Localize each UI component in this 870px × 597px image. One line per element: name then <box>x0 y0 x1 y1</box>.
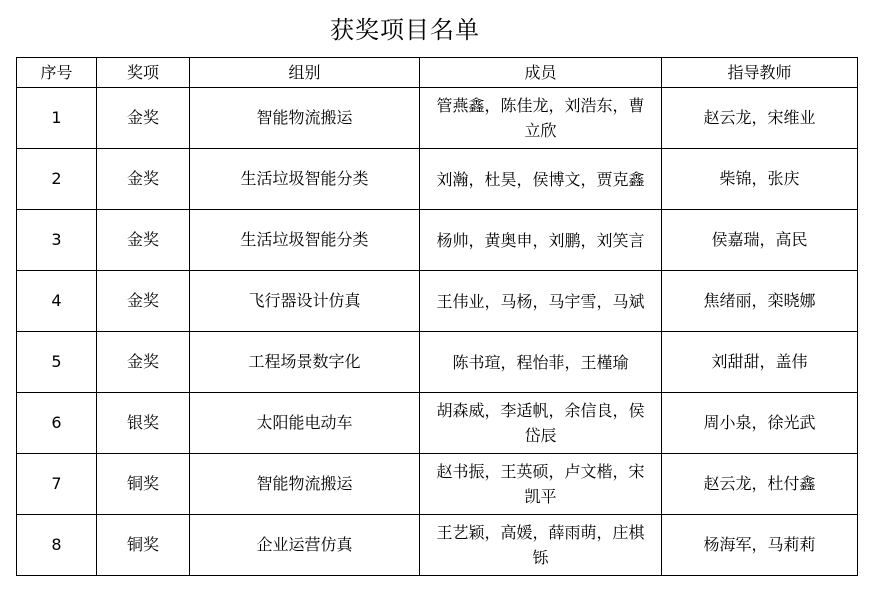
cell-advisors: 赵云龙，宋维业 <box>662 88 858 149</box>
cell-index: 2 <box>17 149 97 210</box>
cell-award: 铜奖 <box>97 454 190 515</box>
cell-advisors: 焦绪丽，栾晓娜 <box>662 271 858 332</box>
table-row <box>17 271 858 332</box>
cell-group: 智能物流搬运 <box>190 88 420 149</box>
cell-index: 4 <box>17 271 97 332</box>
cell-members: 王伟业，马杨，马宇雪，马斌 <box>420 271 662 332</box>
cell-award: 金奖 <box>97 88 190 149</box>
header-group: 组别 <box>190 58 420 88</box>
cell-index: 8 <box>17 515 97 576</box>
cell-index: 3 <box>17 210 97 271</box>
cell-members: 王艺颖，高媛，薛雨萌，庄棋铄 <box>420 515 662 576</box>
header-award: 奖项 <box>97 58 190 88</box>
cell-award: 金奖 <box>97 332 190 393</box>
cell-group: 生活垃圾智能分类 <box>190 210 420 271</box>
cell-index: 5 <box>17 332 97 393</box>
cell-group: 企业运营仿真 <box>190 515 420 576</box>
cell-advisors: 刘甜甜，盖伟 <box>662 332 858 393</box>
cell-members: 赵书振，王英硕，卢文楷，宋凯平 <box>420 454 662 515</box>
cell-award: 金奖 <box>97 210 190 271</box>
cell-group: 太阳能电动车 <box>190 393 420 454</box>
cell-members: 管燕鑫，陈佳龙，刘浩东，曹立欣 <box>420 88 662 149</box>
table-row <box>17 88 858 149</box>
cell-group: 飞行器设计仿真 <box>190 271 420 332</box>
cell-award: 金奖 <box>97 149 190 210</box>
header-advisors: 指导教师 <box>662 58 858 88</box>
cell-group: 智能物流搬运 <box>190 454 420 515</box>
cell-index: 1 <box>17 88 97 149</box>
table-row <box>17 210 858 271</box>
cell-award: 金奖 <box>97 271 190 332</box>
table-row <box>17 332 858 393</box>
cell-members: 杨帅，黄奥申，刘鹏，刘笑言 <box>420 210 662 271</box>
cell-index: 7 <box>17 454 97 515</box>
cell-members: 刘瀚，杜昊，侯博文，贾克鑫 <box>420 149 662 210</box>
cell-advisors: 杨海军，马莉莉 <box>662 515 858 576</box>
page-title: 获奖项目名单 <box>330 16 480 44</box>
cell-index: 6 <box>17 393 97 454</box>
cell-award: 铜奖 <box>97 515 190 576</box>
table-row <box>17 393 858 454</box>
header-index: 序号 <box>17 58 97 88</box>
header-members: 成员 <box>420 58 662 88</box>
cell-advisors: 侯嘉瑞，高民 <box>662 210 858 271</box>
award-table <box>16 57 858 576</box>
cell-advisors: 赵云龙，杜付鑫 <box>662 454 858 515</box>
cell-group: 生活垃圾智能分类 <box>190 149 420 210</box>
cell-advisors: 周小泉，徐光武 <box>662 393 858 454</box>
table-row <box>17 454 858 515</box>
cell-advisors: 柴锦，张庆 <box>662 149 858 210</box>
table-row <box>17 149 858 210</box>
cell-award: 银奖 <box>97 393 190 454</box>
cell-members: 胡森威，李适帆，余信良，侯岱辰 <box>420 393 662 454</box>
cell-group: 工程场景数字化 <box>190 332 420 393</box>
cell-members: 陈书瑄，程怡菲，王槿瑜 <box>420 332 662 393</box>
table-header-row <box>17 58 858 88</box>
table-row <box>17 515 858 576</box>
